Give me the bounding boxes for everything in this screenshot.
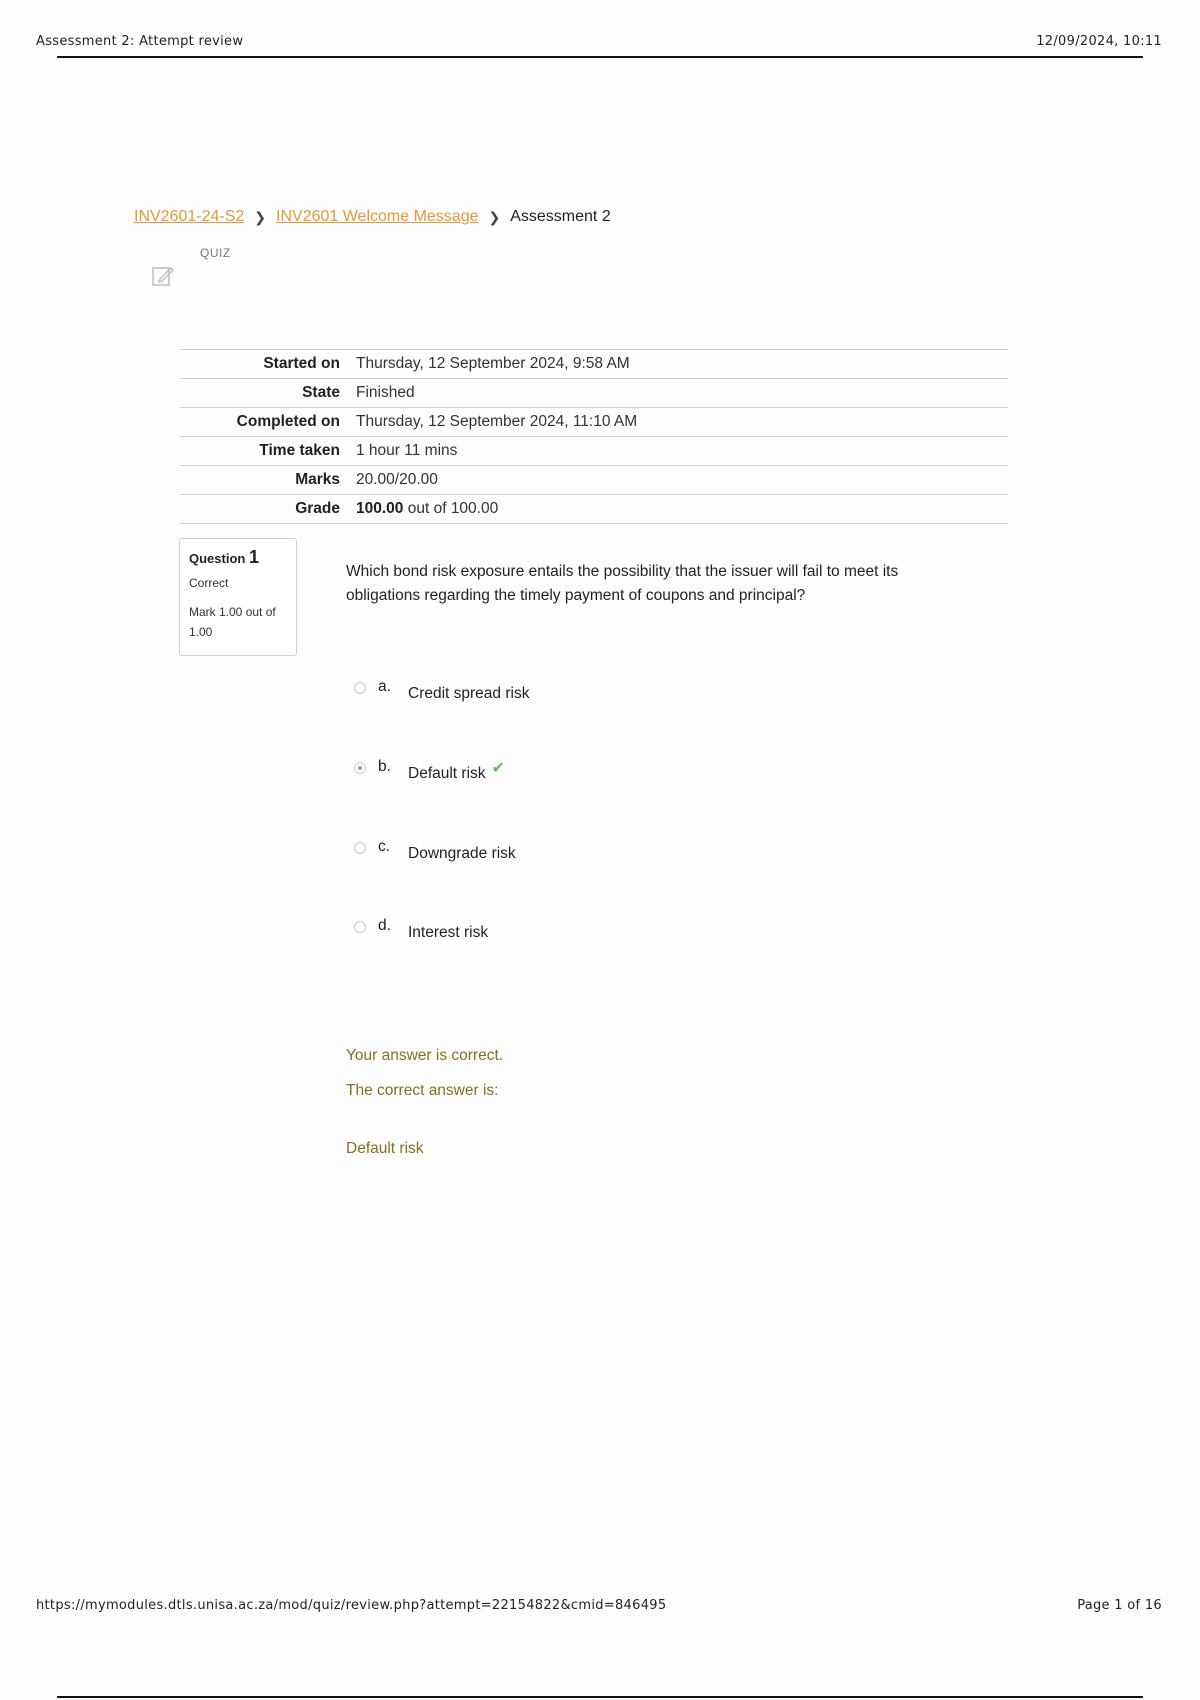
page-number: Page 1 of 16	[1077, 1598, 1162, 1613]
print-footer	[36, 1598, 1162, 1613]
summary-label: Time taken	[259, 442, 340, 459]
summary-label: Completed on	[236, 413, 340, 430]
print-header-title: Assessment 2: Attempt review	[36, 34, 244, 49]
option-letter: d.	[378, 917, 391, 934]
option-letter: c.	[378, 838, 391, 855]
header-divider	[57, 56, 1143, 58]
question-label: Question	[189, 551, 246, 566]
summary-value: 1 hour 11 mins	[356, 442, 458, 459]
radio-button[interactable]	[354, 842, 366, 854]
summary-value: Thursday, 12 September 2024, 11:10 AM	[356, 413, 638, 430]
breadcrumb-current: Assessment 2	[510, 208, 611, 225]
summary-value: Finished	[356, 384, 415, 401]
summary-row-grade	[180, 495, 1008, 524]
summary-value: Thursday, 12 September 2024, 9:58 AM	[356, 355, 630, 372]
chevron-right-icon: ❯	[254, 208, 267, 225]
option-text: Interest risk	[408, 924, 489, 941]
summary-row-state	[180, 379, 1008, 408]
breadcrumb-link-welcome[interactable]: INV2601 Welcome Message	[276, 208, 479, 225]
answer-option-c[interactable]	[354, 838, 516, 863]
question-number	[189, 547, 287, 568]
radio-button[interactable]	[354, 682, 366, 694]
correct-check-icon: ✔	[491, 760, 505, 777]
summary-row-completed	[180, 408, 1008, 437]
summary-label: Grade	[295, 500, 340, 517]
feedback-result: Your answer is correct.	[346, 1047, 504, 1064]
grade-out-of: out of 100.00	[403, 500, 499, 517]
print-header	[36, 34, 1162, 49]
summary-value	[356, 495, 1008, 524]
radio-button-selected[interactable]	[354, 762, 366, 774]
chevron-right-icon: ❯	[488, 208, 501, 225]
option-letter: a.	[378, 678, 391, 695]
question-number-value: 1	[248, 547, 259, 567]
grade-value: 100.00	[356, 500, 404, 517]
answer-option-b[interactable]	[354, 758, 505, 783]
breadcrumb	[134, 208, 611, 226]
attempt-summary-table	[180, 349, 1008, 524]
summary-row-started	[180, 350, 1008, 379]
summary-value: 20.00/20.00	[356, 471, 438, 488]
radio-button[interactable]	[354, 921, 366, 933]
breadcrumb-link-course[interactable]: INV2601-24-S2	[134, 208, 245, 225]
question-text: Which bond risk exposure entails the possibility that the issuer will fail to meet its obligations regarding the timely payment of coupons and principal?	[346, 563, 899, 604]
option-text: Credit spread risk	[408, 685, 530, 702]
summary-label: State	[302, 384, 340, 401]
option-letter: b.	[378, 758, 391, 775]
quiz-icon	[152, 265, 174, 287]
feedback-correct-intro: The correct answer is:	[346, 1082, 499, 1099]
question-info-box	[179, 538, 297, 656]
option-text: Default risk	[408, 765, 486, 782]
summary-label: Marks	[295, 471, 340, 488]
feedback-correct-answer: Default risk	[346, 1140, 424, 1157]
print-header-datetime: 12/09/2024, 10:11	[1036, 34, 1162, 49]
summary-row-marks	[180, 466, 1008, 495]
question-state: Correct	[189, 576, 229, 590]
page-url: https://mymodules.dtls.unisa.ac.za/mod/quiz/review.php?attempt=22154822&cmid=846495	[36, 1598, 667, 1613]
activity-type-label: QUIZ	[200, 246, 231, 260]
summary-label: Started on	[263, 355, 340, 372]
footer-divider	[57, 1696, 1143, 1698]
answer-option-d[interactable]	[354, 917, 488, 942]
question-mark: Mark 1.00 out of 1.00	[189, 605, 276, 639]
summary-row-time-taken	[180, 437, 1008, 466]
option-text: Downgrade risk	[408, 845, 516, 862]
answer-option-a[interactable]	[354, 678, 529, 703]
